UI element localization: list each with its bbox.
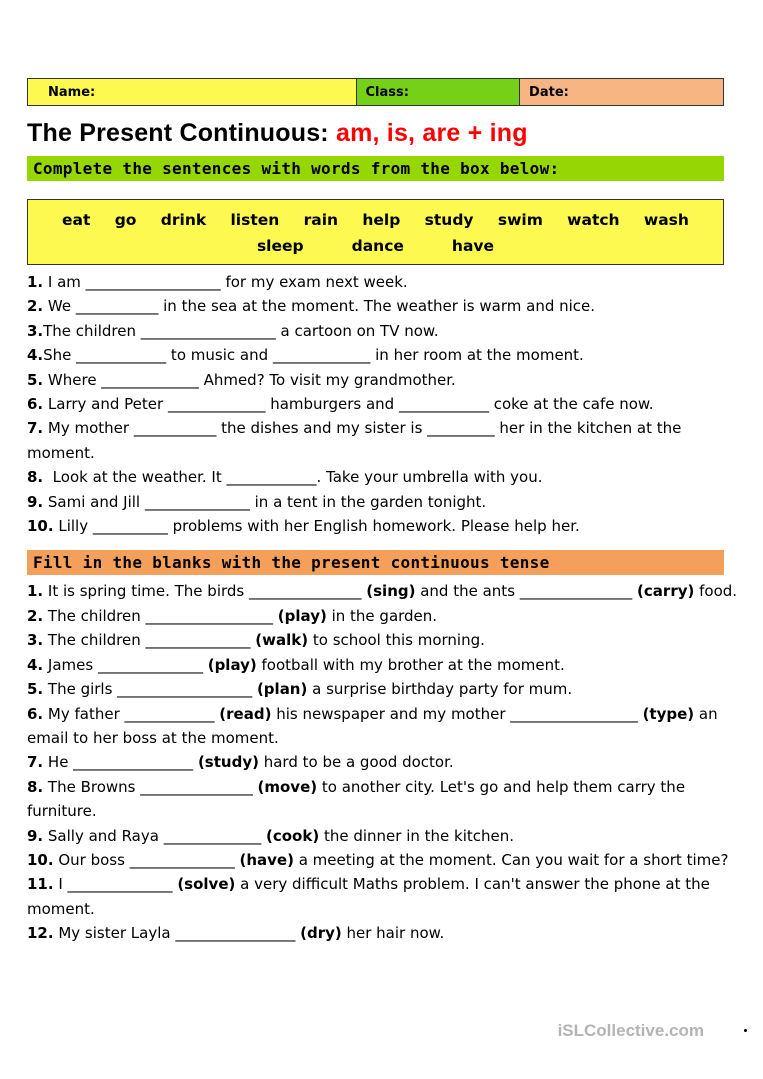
sentence-text: The children __________________ a cartoon on TV now.	[43, 321, 439, 340]
sentence-number: 5.	[27, 680, 44, 699]
ex1-sentence-10	[27, 514, 743, 538]
ex2-sentence-12	[27, 921, 743, 945]
sentence-text: The girls __________________	[43, 680, 257, 699]
ex1-sentence-6	[27, 392, 743, 416]
word-bank-line-1	[28, 207, 723, 233]
sentence-text: The children ______________	[43, 631, 256, 650]
verb-hint: (type)	[642, 704, 695, 723]
verb-hint: (play)	[207, 655, 257, 674]
sentence-text: Sally and Raya _____________	[43, 826, 266, 845]
verb-hint: (move)	[257, 777, 318, 796]
word-bank-item: go	[114, 211, 137, 229]
ex2-sentence-7	[27, 750, 743, 774]
sentence-number: 10.	[27, 517, 54, 536]
ex2-sentence-11	[27, 872, 743, 921]
sentence-number: 1.	[27, 273, 44, 291]
footer-dot	[744, 1029, 747, 1032]
sentence-number: 9.	[27, 826, 44, 845]
sentence-text: Lilly __________ problems with her English homework. Please help her.	[53, 517, 580, 536]
sentence-text: Where _____________ Ahmed? To visit my grandmother.	[43, 370, 456, 389]
verb-hint: (study)	[197, 753, 259, 772]
word-bank-item: swim	[497, 211, 543, 229]
sentence-text: He ________________	[43, 753, 198, 772]
sentence-number: 11.	[27, 875, 54, 894]
sentence-number: 1.	[27, 582, 44, 601]
sentence-text: She ____________ to music and _____________ in her room at the moment.	[43, 346, 584, 365]
sentence-number: 3.	[27, 631, 44, 650]
date-field: Date:	[520, 79, 724, 106]
sentence-text: Our boss ______________	[53, 850, 240, 869]
exercise1-instruction-bar: Complete the sentences with words from the box below:	[27, 156, 724, 181]
word-bank-item: dance	[351, 237, 404, 255]
sentence-text: Look at the weather. It ____________. Take your umbrella with you.	[43, 468, 543, 487]
word-bank-item: have	[451, 237, 495, 255]
ex2-sentence-6	[27, 702, 743, 751]
ex2-sentence-5	[27, 677, 743, 701]
sentence-number: 6.	[27, 395, 44, 414]
word-bank-item: listen	[230, 211, 280, 229]
sentence-text: I am __________________ for my exam next week.	[43, 273, 408, 291]
sentence-text: The children _________________	[43, 606, 278, 625]
sentence-text: I ______________	[53, 875, 178, 894]
exercise1-sentence-list	[27, 270, 743, 538]
exercise2-sentence-list	[27, 579, 743, 945]
ex1-sentence-5	[27, 368, 743, 392]
verb-hint: (read)	[219, 704, 272, 723]
sentence-number: 8.	[27, 468, 44, 487]
name-field: Name:	[28, 79, 357, 106]
sentence-text: The Browns _______________	[43, 777, 258, 796]
sentence-number: 2.	[27, 606, 44, 625]
ex2-sentence-9	[27, 824, 743, 848]
word-bank-item: help	[362, 211, 401, 229]
sentence-number: 12.	[27, 924, 54, 943]
verb-hint: (solve)	[177, 875, 236, 894]
verb-hint: (dry)	[300, 924, 342, 943]
page-title	[27, 118, 745, 148]
sentence-text: hard to be a good doctor.	[258, 753, 454, 772]
sentence-text: Larry and Peter _____________ hamburgers and ____________ coke at the cafe now.	[43, 395, 654, 414]
ex1-sentence-3	[27, 319, 743, 343]
sentence-text: James ______________	[43, 655, 208, 674]
sentence-text: his newspaper and my mother _________________	[271, 704, 643, 723]
verb-hint: (play)	[277, 606, 327, 625]
word-bank-item: sleep	[256, 237, 304, 255]
sentence-number: 4.	[27, 346, 44, 365]
word-bank-line-2	[28, 233, 723, 259]
verb-hint: (plan)	[256, 680, 308, 699]
sentence-number: 2.	[27, 297, 44, 316]
ex2-sentence-4	[27, 653, 743, 677]
verb-hint: (sing)	[366, 582, 416, 601]
sentence-text: My father ____________	[43, 704, 220, 723]
exercise2-instruction-bar: Fill in the blanks with the present continuous tense	[27, 550, 724, 575]
word-bank-box	[27, 199, 724, 265]
word-bank-item: drink	[160, 211, 207, 229]
page-title-red: am, is, are + ing	[335, 119, 528, 147]
ex1-sentence-8	[27, 465, 743, 489]
sentence-text: My sister Layla ________________	[53, 924, 301, 943]
sentence-text: football with my brother at the moment.	[256, 655, 565, 674]
student-info-row	[28, 79, 724, 106]
sentence-text: a surprise birthday party for mum.	[307, 680, 573, 699]
sentence-text: to another city. Let's go and help them carry the furniture.	[27, 777, 690, 821]
ex2-sentence-3	[27, 628, 743, 652]
sentence-number: 7.	[27, 419, 44, 438]
sentence-text: We ___________ in the sea at the moment. The weather is warm and nice.	[43, 297, 596, 316]
sentence-number: 7.	[27, 753, 44, 772]
ex2-sentence-8	[27, 775, 743, 824]
class-field: Class:	[356, 79, 520, 106]
word-bank-item: watch	[567, 211, 620, 229]
islcollective-watermark: iSLCollective.com	[557, 1021, 704, 1040]
sentence-number: 10.	[27, 850, 54, 869]
verb-hint: (cook)	[265, 826, 320, 845]
ex1-sentence-7	[27, 416, 743, 465]
ex2-sentence-10	[27, 848, 743, 872]
ex1-sentence-9	[27, 490, 743, 514]
sentence-number: 6.	[27, 704, 44, 723]
sentence-number: 5.	[27, 370, 44, 389]
ex2-sentence-2	[27, 604, 743, 628]
ex1-sentence-1	[27, 270, 743, 294]
sentence-text: an email to her boss at the moment.	[27, 704, 723, 747]
ex1-sentence-4	[27, 343, 743, 367]
sentence-text: the dinner in the kitchen.	[319, 826, 515, 845]
verb-hint: (have)	[239, 850, 294, 869]
verb-hint: (carry)	[637, 582, 695, 601]
word-bank-item: rain	[303, 211, 339, 229]
verb-hint: (walk)	[255, 631, 309, 650]
sentence-text: a meeting at the moment. Can you wait for a short time?	[293, 850, 729, 869]
sentence-number: 8.	[27, 777, 44, 796]
student-info-table	[27, 78, 724, 106]
sentence-text: and the ants _______________	[415, 582, 638, 601]
sentence-number: 3.	[27, 321, 44, 340]
sentence-text: her hair now.	[341, 924, 445, 943]
sentence-number: 4.	[27, 655, 44, 674]
word-bank-item: eat	[62, 211, 91, 229]
sentence-text: food.	[694, 582, 738, 601]
ex2-sentence-1	[27, 579, 743, 603]
sentence-text: in the garden.	[326, 606, 438, 625]
sentence-text: Sami and Jill ______________ in a tent in the garden tonight.	[43, 492, 487, 511]
sentence-text: It is spring time. The birds _______________	[43, 582, 367, 601]
page-title-black: The Present Continuous:	[27, 119, 336, 147]
sentence-text: My mother ___________ the dishes and my sister is _________ her in the kitchen at the moment.	[27, 419, 687, 462]
word-bank-item: wash	[643, 211, 689, 229]
ex1-sentence-2	[27, 294, 743, 318]
word-bank-item: study	[424, 211, 474, 229]
sentence-number: 9.	[27, 492, 44, 511]
sentence-text: a very difficult Maths problem. I can't answer the phone at the moment.	[27, 875, 715, 918]
sentence-text: to school this morning.	[308, 631, 485, 650]
